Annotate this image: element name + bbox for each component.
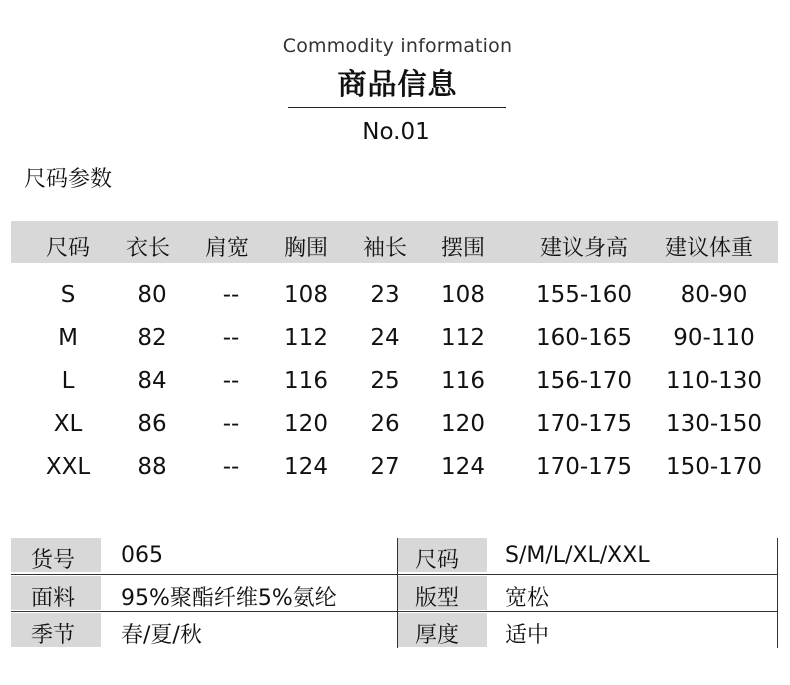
table-cell: XL [53, 411, 83, 437]
product-info-table [11, 538, 778, 648]
title-divider [288, 107, 506, 108]
table-cell: 82 [137, 325, 167, 351]
table-cell: 160-165 [535, 325, 633, 351]
table-cell: 108 [441, 282, 485, 308]
info-label-fit: 版型 [415, 586, 460, 611]
table-cell: 150-170 [665, 454, 763, 480]
table-cell: 25 [370, 368, 400, 394]
column-header-length: 衣长 [125, 236, 171, 261]
info-label-fabric: 面料 [31, 586, 76, 611]
column-header-sleeve: 袖长 [362, 236, 408, 261]
table-cell: M [58, 325, 78, 351]
info-label-sizes: 尺码 [415, 548, 460, 573]
info-label-thickness: 厚度 [415, 623, 460, 648]
size-section-label: 尺码参数 [24, 167, 113, 192]
column-header-shoulder: 肩宽 [204, 236, 250, 261]
page-title: 商品信息 [337, 67, 458, 101]
column-divider [397, 538, 398, 648]
table-cell: 116 [441, 368, 485, 394]
table-cell: -- [222, 454, 240, 480]
model-number: No.01 [362, 119, 430, 145]
table-cell: -- [222, 368, 240, 394]
table-cell: 156-170 [535, 368, 633, 394]
table-cell: 108 [284, 282, 328, 308]
info-value-sizes: S/M/L/XL/XXL [505, 543, 650, 568]
table-cell: 170-175 [535, 411, 633, 437]
table-cell: 116 [284, 368, 328, 394]
info-value-fit: 宽松 [505, 586, 550, 611]
table-cell: 24 [370, 325, 400, 351]
table-cell: 80 [137, 282, 167, 308]
table-cell: L [61, 368, 75, 394]
table-cell: 130-150 [665, 411, 763, 437]
info-value-item-no: 065 [121, 543, 163, 568]
table-cell: 86 [137, 411, 167, 437]
table-cell: 84 [137, 368, 167, 394]
table-cell: 120 [284, 411, 328, 437]
table-cell: 155-160 [535, 282, 633, 308]
table-cell: -- [222, 411, 240, 437]
subtitle-en: Commodity information [282, 35, 513, 57]
table-cell: 124 [441, 454, 485, 480]
table-cell: 23 [370, 282, 400, 308]
table-cell: 80-90 [680, 282, 748, 308]
table-cell: 90-110 [673, 325, 755, 351]
table-cell: 112 [441, 325, 485, 351]
table-cell: XXL [45, 454, 91, 480]
info-value-season: 春/夏/秋 [121, 623, 202, 648]
info-label-item-no: 货号 [31, 548, 76, 573]
column-header-height: 建议身高 [539, 236, 629, 261]
column-header-hem: 摆围 [440, 236, 486, 261]
info-value-fabric: 95%聚酯纤维5%氨纶 [121, 586, 337, 611]
table-cell: S [60, 282, 76, 308]
table-cell: 120 [441, 411, 485, 437]
column-header-weight: 建议体重 [664, 236, 754, 261]
column-header-chest: 胸围 [283, 236, 329, 261]
column-divider [777, 538, 778, 648]
info-label-season: 季节 [31, 623, 76, 648]
column-header-size: 尺码 [45, 236, 91, 261]
table-cell: 124 [284, 454, 328, 480]
table-cell: -- [222, 282, 240, 308]
table-cell: 112 [284, 325, 328, 351]
row-divider [11, 574, 778, 575]
table-cell: 27 [370, 454, 400, 480]
info-value-thickness: 适中 [505, 623, 550, 648]
table-cell: -- [222, 325, 240, 351]
table-cell: 88 [137, 454, 167, 480]
table-cell: 26 [370, 411, 400, 437]
table-cell: 170-175 [535, 454, 633, 480]
table-cell: 110-130 [665, 368, 763, 394]
